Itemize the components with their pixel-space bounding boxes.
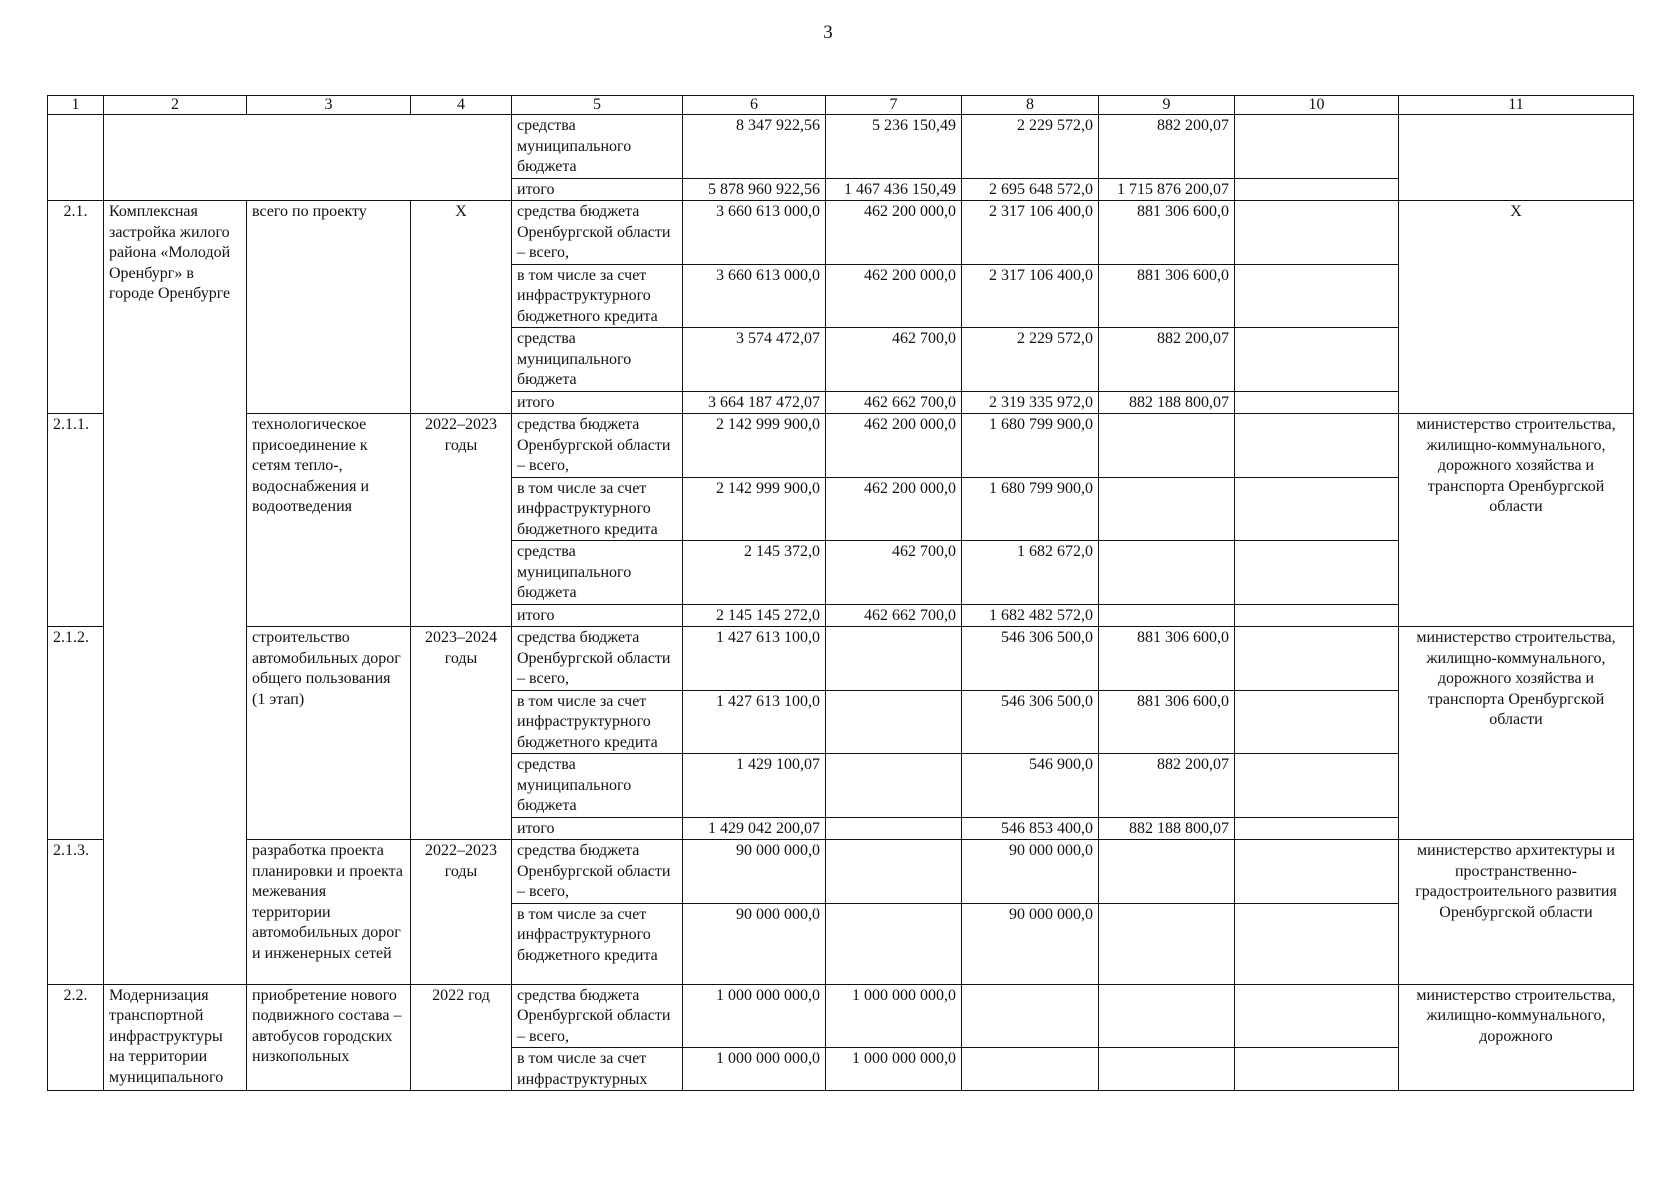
amount-cell (1235, 604, 1399, 627)
funding-source-label: итого (512, 391, 683, 414)
amount-cell: 2 695 648 572,0 (962, 178, 1099, 201)
activity-description: строительство автомобильных дорог общего пользования (1 этап) (247, 627, 411, 840)
column-header: 11 (1399, 96, 1634, 115)
amount-cell: 1 427 613 100,0 (683, 627, 826, 691)
amount-cell: 3 660 613 000,0 (683, 201, 826, 265)
funding-source-label: в том числе за счет инфраструктурного бюджетного кредита (512, 903, 683, 984)
amount-cell (1235, 1048, 1399, 1091)
amount-cell: 2 142 999 900,0 (683, 414, 826, 478)
amount-cell: 2 145 145 272,0 (683, 604, 826, 627)
amount-cell: 90 000 000,0 (683, 840, 826, 904)
project-name: Комплексная застройка жилого района «Молодой Оренбург» в городе Оренбурге (104, 201, 247, 985)
amount-cell: 881 306 600,0 (1099, 201, 1235, 265)
amount-cell: 1 682 482 572,0 (962, 604, 1099, 627)
amount-cell: 5 878 960 922,56 (683, 178, 826, 201)
activity-description: технологическое присоединение к сетям тепло-, водоснабжения и водоотведения (247, 414, 411, 627)
amount-cell: 462 200 000,0 (826, 201, 962, 265)
column-header-row (48, 96, 1634, 115)
amount-cell: 2 145 372,0 (683, 541, 826, 605)
amount-cell: 882 200,07 (1099, 754, 1235, 818)
funding-source-label: итого (512, 178, 683, 201)
column-header: 8 (962, 96, 1099, 115)
amount-cell (1235, 840, 1399, 904)
activity-description: разработка проекта планировки и проекта межевания территории автомобильных дорог и инженерных сетей (247, 840, 411, 985)
responsible-executor: Х (1399, 201, 1634, 414)
amount-cell (826, 754, 962, 818)
amount-cell: 881 306 600,0 (1099, 627, 1235, 691)
page-number: 3 (823, 22, 833, 43)
amount-cell (826, 817, 962, 840)
item-number: 2.1. (48, 201, 104, 414)
amount-cell (826, 627, 962, 691)
amount-cell (1235, 817, 1399, 840)
item-number: 2.1.2. (48, 627, 104, 840)
cell-empty (1399, 115, 1634, 201)
cell-empty (104, 115, 512, 201)
amount-cell (1235, 115, 1399, 179)
funding-source-label: итого (512, 604, 683, 627)
amount-cell (1099, 477, 1235, 541)
amount-cell (1235, 690, 1399, 754)
amount-cell: 881 306 600,0 (1099, 264, 1235, 328)
amount-cell: 1 429 100,07 (683, 754, 826, 818)
amount-cell: 8 347 922,56 (683, 115, 826, 179)
table-row (48, 115, 1634, 179)
funding-source-label: средства муниципального бюджета (512, 115, 683, 179)
amount-cell: 1 000 000 000,0 (683, 984, 826, 1048)
table-row (48, 201, 1634, 265)
amount-cell (826, 690, 962, 754)
amount-cell: 2 142 999 900,0 (683, 477, 826, 541)
funding-source-label: в том числе за счет инфраструктурного бюджетного кредита (512, 477, 683, 541)
amount-cell: 1 000 000 000,0 (826, 1048, 962, 1091)
amount-cell (1235, 984, 1399, 1048)
amount-cell: 1 000 000 000,0 (683, 1048, 826, 1091)
amount-cell: 2 317 106 400,0 (962, 201, 1099, 265)
amount-cell (826, 840, 962, 904)
table-row (48, 627, 1634, 691)
funding-source-label: в том числе за счет инфраструктурных (512, 1048, 683, 1091)
amount-cell: 462 700,0 (826, 541, 962, 605)
amount-cell (1235, 754, 1399, 818)
amount-cell (1235, 178, 1399, 201)
amount-cell (1099, 840, 1235, 904)
responsible-executor: министерство архитектуры и пространственно-градостроительного развития Оренбургской области (1399, 840, 1634, 985)
funding-source-label: средства муниципального бюджета (512, 328, 683, 392)
implementation-period: 2022–2023 годы (411, 840, 512, 985)
responsible-executor: министерство строительства, жилищно-коммунального, дорожного хозяйства и транспорта Оренбургской области (1399, 627, 1634, 840)
amount-cell: 882 200,07 (1099, 328, 1235, 392)
funding-source-label: итого (512, 817, 683, 840)
implementation-period: 2022–2023 годы (411, 414, 512, 627)
column-header: 2 (104, 96, 247, 115)
amount-cell: 882 200,07 (1099, 115, 1235, 179)
amount-cell (1235, 264, 1399, 328)
amount-cell: 3 574 472,07 (683, 328, 826, 392)
amount-cell (1099, 1048, 1235, 1091)
amount-cell (1235, 201, 1399, 265)
item-number: 2.2. (48, 984, 104, 1091)
amount-cell: 546 853 400,0 (962, 817, 1099, 840)
financing-table (47, 95, 1634, 1091)
amount-cell: 1 000 000 000,0 (826, 984, 962, 1048)
amount-cell: 90 000 000,0 (962, 903, 1099, 984)
amount-cell: 546 306 500,0 (962, 690, 1099, 754)
item-number: 2.1.3. (48, 840, 104, 985)
amount-cell (1235, 627, 1399, 691)
funding-source-label: средства бюджета Оренбургской области – всего, (512, 414, 683, 478)
amount-cell (1235, 391, 1399, 414)
amount-cell (962, 1048, 1099, 1091)
column-header: 1 (48, 96, 104, 115)
column-header: 10 (1235, 96, 1399, 115)
amount-cell: 2 317 106 400,0 (962, 264, 1099, 328)
amount-cell: 462 200 000,0 (826, 264, 962, 328)
amount-cell: 90 000 000,0 (962, 840, 1099, 904)
amount-cell: 1 715 876 200,07 (1099, 178, 1235, 201)
amount-cell: 462 200 000,0 (826, 414, 962, 478)
amount-cell: 2 319 335 972,0 (962, 391, 1099, 414)
amount-cell: 881 306 600,0 (1099, 690, 1235, 754)
funding-source-label: средства бюджета Оренбургской области – всего, (512, 984, 683, 1048)
implementation-period: Х (411, 201, 512, 414)
amount-cell: 1 429 042 200,07 (683, 817, 826, 840)
column-header: 3 (247, 96, 411, 115)
amount-cell (1099, 604, 1235, 627)
amount-cell: 1 680 799 900,0 (962, 477, 1099, 541)
table-row (48, 840, 1634, 904)
column-header: 7 (826, 96, 962, 115)
amount-cell (1235, 541, 1399, 605)
funding-source-label: в том числе за счет инфраструктурного бюджетного кредита (512, 690, 683, 754)
amount-cell: 2 229 572,0 (962, 115, 1099, 179)
implementation-period: 2023–2024 годы (411, 627, 512, 840)
amount-cell: 462 200 000,0 (826, 477, 962, 541)
amount-cell: 462 662 700,0 (826, 604, 962, 627)
item-number: 2.1.1. (48, 414, 104, 627)
table-row (48, 984, 1634, 1048)
amount-cell: 882 188 800,07 (1099, 391, 1235, 414)
activity-description: всего по проекту (247, 201, 411, 414)
amount-cell: 882 188 800,07 (1099, 817, 1235, 840)
column-header: 6 (683, 96, 826, 115)
implementation-period: 2022 год (411, 984, 512, 1091)
column-header: 5 (512, 96, 683, 115)
funding-source-label: средства бюджета Оренбургской области – всего, (512, 627, 683, 691)
funding-source-label: в том числе за счет инфраструктурного бюджетного кредита (512, 264, 683, 328)
amount-cell: 1 680 799 900,0 (962, 414, 1099, 478)
amount-cell: 90 000 000,0 (683, 903, 826, 984)
amount-cell (1235, 903, 1399, 984)
amount-cell: 1 467 436 150,49 (826, 178, 962, 201)
amount-cell: 462 662 700,0 (826, 391, 962, 414)
amount-cell (1099, 984, 1235, 1048)
amount-cell: 1 682 672,0 (962, 541, 1099, 605)
amount-cell: 462 700,0 (826, 328, 962, 392)
amount-cell (1235, 328, 1399, 392)
amount-cell (1099, 903, 1235, 984)
amount-cell: 546 306 500,0 (962, 627, 1099, 691)
amount-cell (1099, 414, 1235, 478)
amount-cell: 3 660 613 000,0 (683, 264, 826, 328)
amount-cell: 1 427 613 100,0 (683, 690, 826, 754)
amount-cell: 3 664 187 472,07 (683, 391, 826, 414)
amount-cell: 546 900,0 (962, 754, 1099, 818)
funding-source-label: средства бюджета Оренбургской области – всего, (512, 840, 683, 904)
amount-cell: 5 236 150,49 (826, 115, 962, 179)
amount-cell (1235, 477, 1399, 541)
responsible-executor: министерство строительства, жилищно-коммунального, дорожного хозяйства и транспорта Оренбургской области (1399, 414, 1634, 627)
funding-source-label: средства бюджета Оренбургской области – всего, (512, 201, 683, 265)
column-header: 4 (411, 96, 512, 115)
cell-empty (48, 115, 104, 201)
activity-description: приобретение нового подвижного состава – автобусов городских низкопольных (247, 984, 411, 1091)
amount-cell (962, 984, 1099, 1048)
funding-source-label: средства муниципального бюджета (512, 754, 683, 818)
responsible-executor: министерство строительства, жилищно-коммунального, дорожного (1399, 984, 1634, 1091)
amount-cell (826, 903, 962, 984)
amount-cell (1099, 541, 1235, 605)
project-name: Модернизация транспортной инфраструктуры на территории муниципального (104, 984, 247, 1091)
amount-cell (1235, 414, 1399, 478)
funding-source-label: средства муниципального бюджета (512, 541, 683, 605)
table-row (48, 414, 1634, 478)
column-header: 9 (1099, 96, 1235, 115)
amount-cell: 2 229 572,0 (962, 328, 1099, 392)
